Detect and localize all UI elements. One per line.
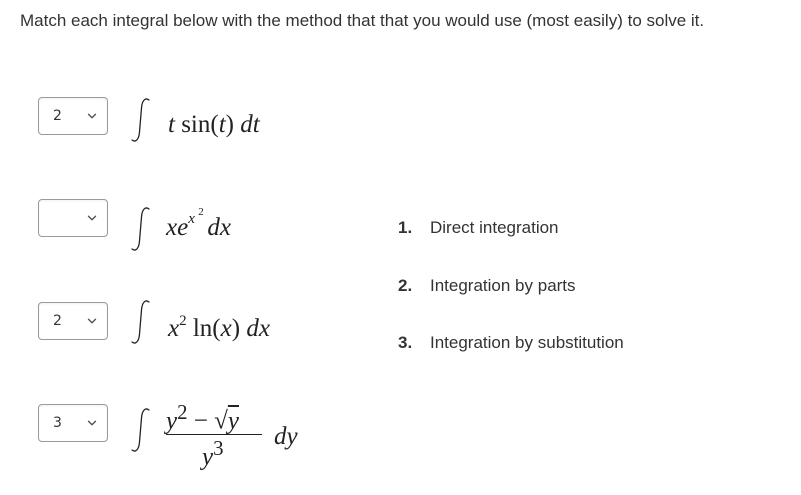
ln-func: ln( xyxy=(186,315,221,342)
minus-sign: − xyxy=(187,407,215,435)
method-number: 3. xyxy=(398,333,413,352)
sqrt-sign: √ xyxy=(214,407,228,435)
power: 2 xyxy=(177,400,188,424)
numerator xyxy=(166,400,262,435)
paren-close: ) xyxy=(231,315,247,342)
fraction-bar xyxy=(166,434,262,435)
paren-close: ) xyxy=(225,111,241,138)
euler-e: e xyxy=(177,214,189,241)
sin-func: sin( xyxy=(174,111,219,138)
method-number: 2. xyxy=(398,276,413,295)
integral-sign-icon xyxy=(128,298,154,346)
method-item-3 xyxy=(398,332,624,354)
exp-var-x: x xyxy=(188,211,195,227)
method-select-1[interactable] xyxy=(38,97,108,135)
select-value: 2 xyxy=(53,313,62,329)
var-y: y xyxy=(166,407,178,435)
differential: dt xyxy=(240,111,260,138)
differential: dy xyxy=(274,423,298,450)
integral-sign-icon xyxy=(128,205,154,253)
differential: dx xyxy=(207,214,231,241)
method-label: Direct integration xyxy=(430,218,559,237)
integrand-3 xyxy=(168,314,270,344)
var-x: x xyxy=(166,214,178,241)
integrand-1 xyxy=(168,110,260,140)
select-value: 3 xyxy=(53,415,62,431)
integral-sign-icon xyxy=(128,406,154,454)
method-item-2 xyxy=(398,275,576,297)
integral-sign-icon xyxy=(128,96,154,144)
denominator xyxy=(202,436,224,471)
power: 2 xyxy=(179,312,187,329)
differential: dx xyxy=(246,315,270,342)
method-label: Integration by substitution xyxy=(430,333,624,352)
radicand: y xyxy=(227,407,239,435)
var-t: t xyxy=(168,111,175,138)
method-select-2[interactable] xyxy=(38,199,108,237)
var-x: x xyxy=(220,315,232,342)
var-t: t xyxy=(218,111,226,138)
question-prompt: Match each integral below with the method that that you would use (most easily) to solve it. xyxy=(20,11,705,30)
fraction xyxy=(166,400,262,470)
method-select-3[interactable] xyxy=(38,302,108,340)
method-item-1 xyxy=(398,217,559,239)
var-x: x xyxy=(168,315,180,342)
power: 3 xyxy=(213,436,224,460)
integrand-2 xyxy=(166,206,231,246)
select-value: 2 xyxy=(53,108,62,124)
chevron-down-icon xyxy=(86,110,98,122)
method-select-4[interactable] xyxy=(38,404,108,442)
chevron-down-icon xyxy=(86,212,98,224)
method-number: 1. xyxy=(398,218,413,237)
differential-dy xyxy=(274,422,298,452)
exp-power: 2 xyxy=(198,206,204,218)
method-label: Integration by parts xyxy=(430,276,576,295)
chevron-down-icon xyxy=(86,417,98,429)
chevron-down-icon xyxy=(86,315,98,327)
exponent xyxy=(188,204,204,234)
var-y: y xyxy=(202,443,214,471)
